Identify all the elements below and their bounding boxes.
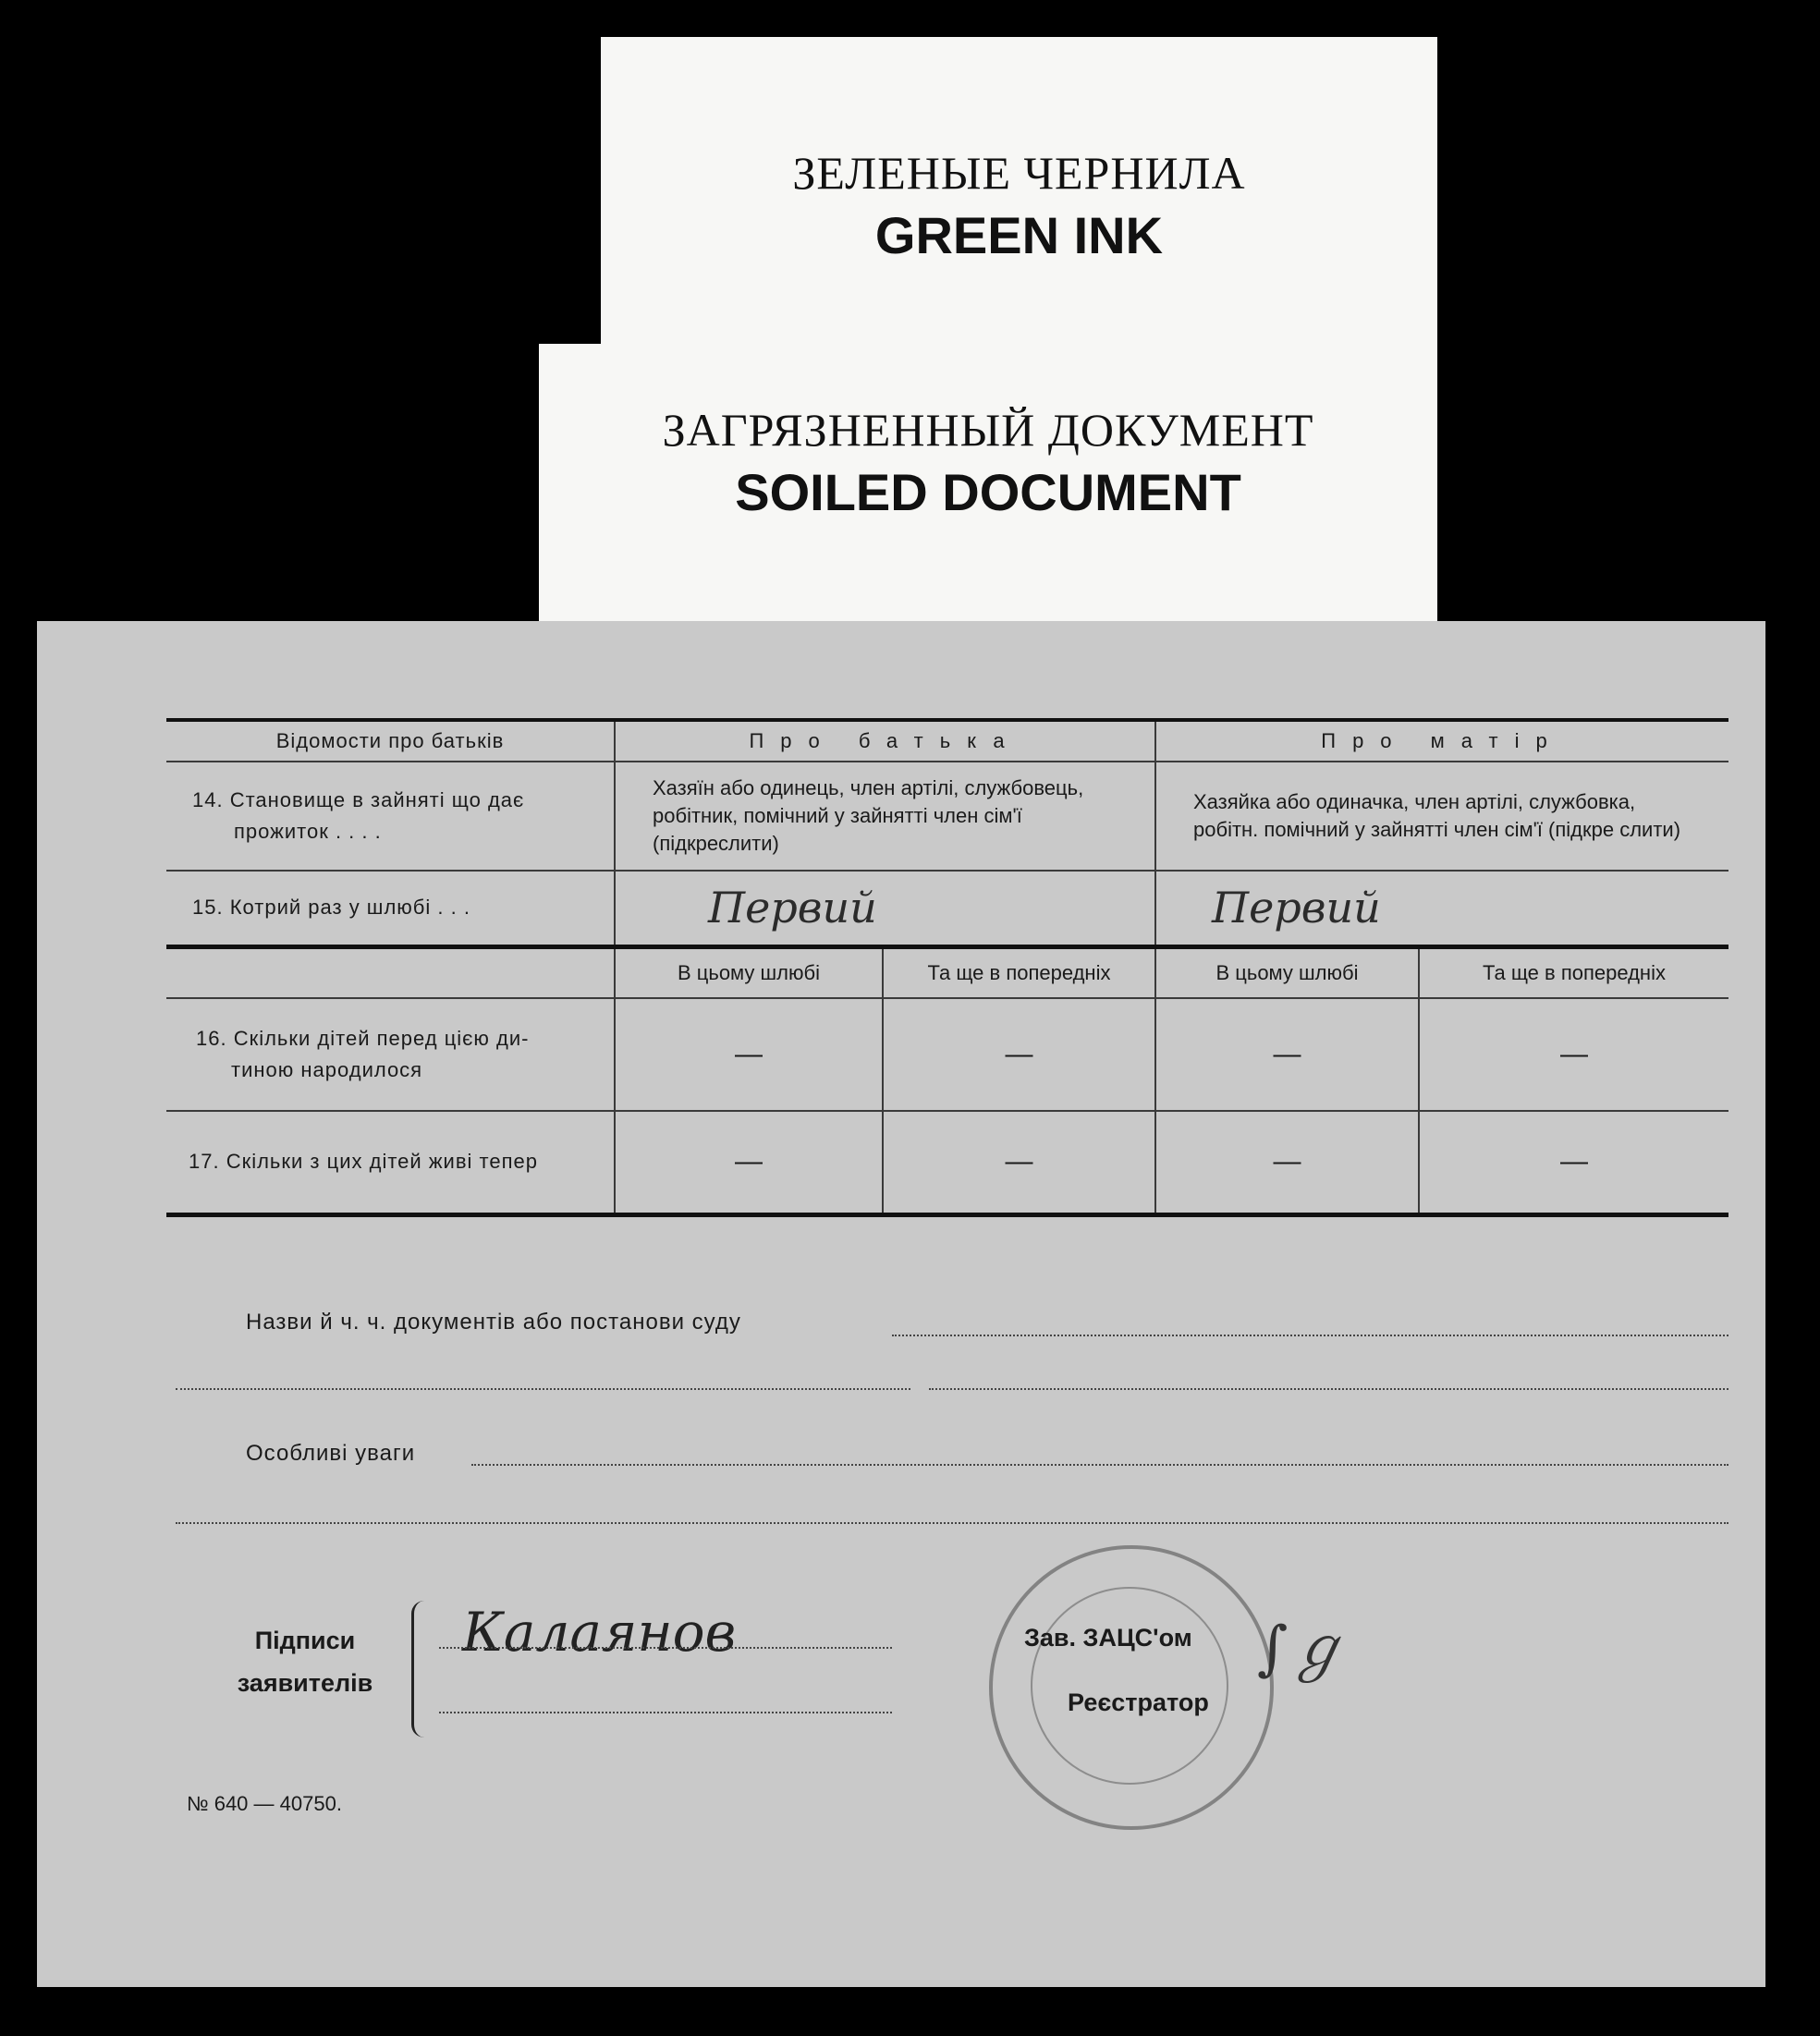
soiled-document-note: [539, 344, 1437, 649]
documents-label: Назви й ч. ч. документів або постанови суду: [246, 1310, 741, 1335]
row-14-mother: Хазяйка або одиначка, член артілі, службовка, робітн. помічний у зайнятті член сім'ї (підкре слити): [1193, 790, 1681, 841]
row-14: [166, 762, 1728, 871]
row-17: [166, 1111, 1728, 1214]
row-16-value: —: [1155, 998, 1419, 1111]
row-15-mother-value: Первий: [1212, 883, 1381, 933]
head-label: Зав. ЗАЦС'ом: [1024, 1624, 1192, 1652]
row-15: [166, 871, 1728, 946]
row-17-value: —: [615, 1111, 883, 1214]
soiled-note-en: SOILED DOCUMENT: [735, 463, 1241, 521]
table-header-row: [166, 720, 1728, 762]
signatures-brace: [411, 1601, 431, 1737]
remarks-line-2: [176, 1522, 1728, 1524]
row-17-value: —: [883, 1111, 1155, 1214]
row-14-label: [166, 762, 615, 871]
green-ink-note: [601, 37, 1437, 351]
row-16-value: —: [883, 998, 1155, 1111]
header-father: Про батька: [615, 720, 1155, 762]
documents-line: [892, 1335, 1728, 1336]
row-15-label: 15. Котрий раз у шлюбі . . .: [166, 871, 615, 946]
official-signature-icon: ∫ℊ: [1257, 1615, 1348, 1683]
header-info: Відомости про батьків: [166, 720, 615, 762]
remarks-line: [471, 1464, 1728, 1466]
green-ink-note-ru: ЗЕЛЕНЫЕ ЧЕРНИЛА: [792, 147, 1246, 199]
registration-form: [37, 621, 1765, 1987]
row-15-father-value: Первий: [615, 871, 1155, 946]
soiled-note-ru: ЗАГРЯЗНЕННЫЙ ДОКУМЕНТ: [662, 404, 1314, 456]
row-14-father: Хазяїн або одинець, член артілі, службовець, робітник, помічний у зайнятті член сім'ї (підкреслити): [615, 762, 1155, 871]
documents-line-3: [929, 1388, 1728, 1390]
row-17-value: —: [1155, 1111, 1419, 1214]
green-ink-note-en: GREEN INK: [874, 206, 1164, 264]
applicant-signature: Калаянов: [462, 1601, 737, 1664]
subheader-empty: [166, 946, 615, 998]
row-16: [166, 998, 1728, 1111]
signatures-label: [222, 1619, 388, 1704]
row-14-label-line1: 14. Становище в зайняті що дає: [192, 788, 525, 811]
form-number: № 640 — 40750.: [187, 1792, 342, 1815]
signatures-label-line2: заявителів: [237, 1669, 373, 1697]
row-16-value: —: [1560, 1039, 1588, 1069]
row-14-label-line2: прожиток . . . .: [234, 820, 382, 843]
signature-line-2: [439, 1712, 892, 1713]
row-16-label: [166, 998, 615, 1111]
subheader-father-this: В цьому шлюбі: [615, 946, 883, 998]
row-subheader: [166, 946, 1728, 998]
subheader-mother-this: В цьому шлюбі: [1155, 946, 1419, 998]
official-stamp-inner: [1031, 1587, 1228, 1785]
remarks-label: Особливі уваги: [246, 1441, 416, 1466]
row-16-value: —: [615, 998, 883, 1111]
subheader-mother-previous: Та ще в попередніх: [1483, 960, 1666, 984]
signatures-label-line1: Підписи: [254, 1627, 356, 1654]
signature-line-1: [439, 1647, 892, 1649]
header-mother: Про матір: [1321, 729, 1564, 752]
documents-line-2: [176, 1388, 910, 1390]
row-16-label-line1: 16. Скільки дітей перед цією ди-: [196, 1027, 530, 1050]
row-17-value: —: [1560, 1146, 1588, 1177]
row-16-label-line2: тиною народилося: [231, 1058, 423, 1081]
subheader-father-previous: Та ще в попередніх: [883, 946, 1155, 998]
parents-info-table: [166, 718, 1728, 1217]
registrar-label: Реєстратор: [1068, 1689, 1209, 1716]
row-17-label: 17. Скільки з цих дітей живі тепер: [166, 1111, 615, 1214]
